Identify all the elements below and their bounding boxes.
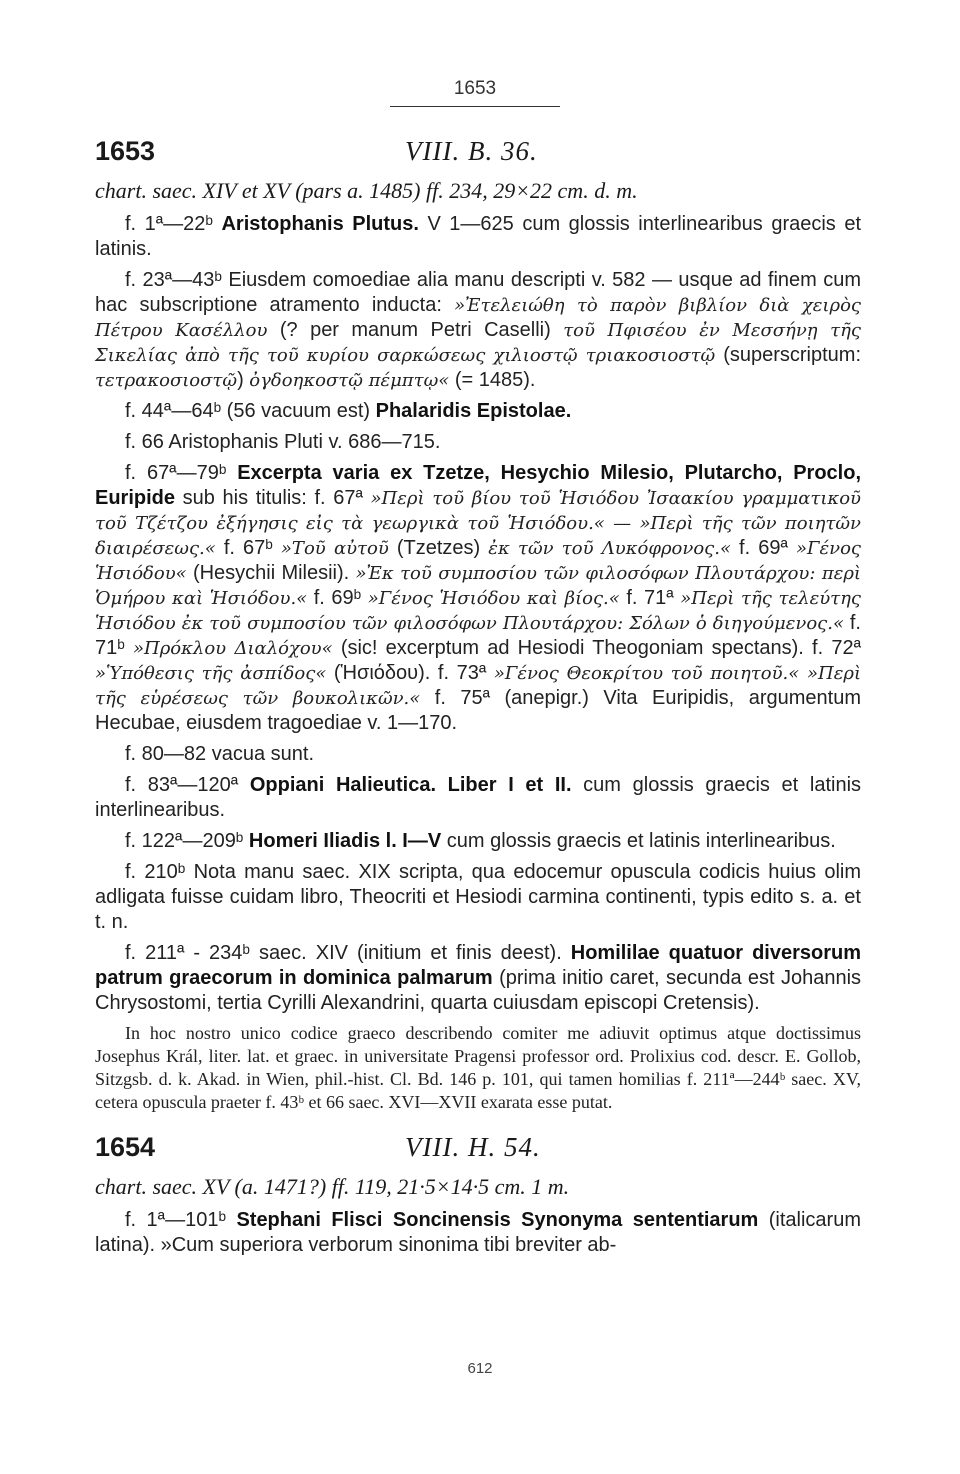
entry-number: 1653 bbox=[95, 136, 156, 166]
page-body bbox=[95, 128, 861, 1264]
shelfmark: VIII. B. 36. bbox=[405, 136, 538, 166]
catalogue-entry bbox=[95, 136, 861, 1114]
content-item: f. 44ª—64ᵇ (56 vacuum est) Phalaridis Epistolae. bbox=[125, 400, 572, 422]
entry-header bbox=[95, 136, 861, 176]
content-item: f. 1ª—22ᵇ Aristophanis Plutus. V 1—625 cum glossis interlinearibus graecis et latinis. bbox=[95, 213, 862, 260]
editorial-note: In hoc nostro unico codice graeco describendo comiter me adiuvit optimus atque doctissimus Josephus Král, liter. lat. et graec. in universitate Pragensi professor ord. Prolixius cod. descr. E. Gollob, Sitzgsb. d. k. Akad. in Wien, phil.-hist. Cl. Bd. 146 p. 101, qui tamen homilias f. 211ª—244ᵇ saec. XV, cetera opuscula praeter f. 43ᵇ et 66 saec. XVI—XVII exarata esse putat. bbox=[95, 1023, 861, 1112]
codex-description: chart. saec. XV (a. 1471?) ff. 119, 21·5×14·5 cm. 1 m. bbox=[95, 1174, 570, 1199]
codex-description: chart. saec. XIV et XV (pars a. 1485) ff. 234, 29×22 cm. d. m. bbox=[95, 178, 638, 203]
content-item: f. 66 Aristophanis Pluti v. 686—715. bbox=[125, 431, 441, 453]
header-rule bbox=[390, 106, 560, 107]
page-number: 612 bbox=[467, 1360, 493, 1377]
shelfmark: VIII. H. 54. bbox=[405, 1132, 541, 1162]
content-item: f. 67ª—79ᵇ Excerpta varia ex Tzetze, Hesychio Milesio, Plutarcho, Proclo, Euripide sub his titulis: f. 67ª »Περὶ τοῦ βίου τοῦ Ἡσιόδου Ἰσαακίου γραμματικοῦ τοῦ Τζέτζου ἐξήγησις εἰς τὰ γεωργικὰ τοῦ Ἡσιόδου.« — »Περὶ τῆς τῶν ποιητῶν διαιρέσεως.« f. 67ᵇ »Τοῦ αὐτοῦ (Tzetzes) ἐκ τῶν τοῦ Λυκόφρονος.« f. 69ª »Γένος Ἡσιόδου« (Hesychii Milesii). »Ἐκ τοῦ συμποσίου τῶν φιλοσόφων Πλουτάρχου: περὶ Ὁμήρου καὶ Ἡσιόδου.« f. 69ᵇ »Γένος Ἡσιόδου καὶ βίος.« f. 71ª »Περὶ τῆς τελεύτης Ἡσιόδου ἐκ τοῦ συμποσίου τῶν φιλοσόφων Πλουτάρχου: Σόλων ὁ διηγούμενος.« f. 71ᵇ »Πρόκλου Διαλόχου« (sic! excerptum ad Hesiodi Theogoniam spectans). f. 72ª »Ὑπόθεσις τῆς ἀσπίδος« (Ἡσιόδου). f. 73ª »Γένος Θεοκρίτου τοῦ ποιητοῦ.« »Περὶ τῆς εὑρέσεως τῶν βουκολικῶν.« f. 75ª (anepigr.) Vita Euripidis, argumentum Hecubae, eiusdem tragoediae v. 1—170. bbox=[95, 462, 862, 734]
content-item: f. 211ª - 234ᵇ saec. XIV (initium et finis deest). Homililae quatuor diversorum patrum graecorum in dominica palmarum (prima initio caret, secunda est Johannis Chrysostomi, tertia Cyrilli Alexandrini, quarta cuiusdam episcopi Cretensis). bbox=[95, 942, 862, 1014]
content-item: f. 83ª—120ª Oppiani Halieutica. Liber I et II. cum glossis graecis et latinis interlinearibus. bbox=[95, 774, 862, 821]
content-item: f. 210ᵇ Nota manu saec. XIX scripta, qua edocemur opuscula codicis huius olim adligata fuisse cuidam libro, Theocriti et Hesiodi carmina continenti, typis edito s. a. et t. n. bbox=[95, 861, 861, 933]
content-item: f. 23ª—43ᵇ Eiusdem comoediae alia manu descripti v. 582 — usque ad finem cum hac subscriptione atramento inducta: »Ἐτελειώθη τὸ παρὸν βιβλίον διὰ χειρὸς Πέτρου Κασέλλου (? per manum Petri Caselli) τοῦ Πφισέου ἐν Μεσσήνῃ τῆς Σικελίας ἀπὸ τῆς τοῦ κυρίου σαρκώσεως χιλιοστῷ τριακοσιοστῷ (superscriptum: τετρακοσιοστῷ) ὀγδοηκοστῷ πέμπτῳ« (= 1485). bbox=[95, 269, 862, 391]
entry-number: 1654 bbox=[95, 1132, 156, 1162]
content-item: f. 80—82 vacua sunt. bbox=[125, 743, 315, 765]
content-item: f. 1ª—101ᵇ Stephani Flisci Soncinensis Synonyma sententiarum (italicarum latina). »Cum superiora verborum sinonima tibi breviter ab- bbox=[95, 1209, 862, 1256]
content-item: f. 122ª—209ᵇ Homeri Iliadis l. I—V cum glossis graecis et latinis interlinearibus. bbox=[125, 830, 836, 852]
running-head: 1653 bbox=[453, 78, 497, 99]
catalogue-entry bbox=[95, 1132, 861, 1258]
entry-header bbox=[95, 1132, 861, 1172]
